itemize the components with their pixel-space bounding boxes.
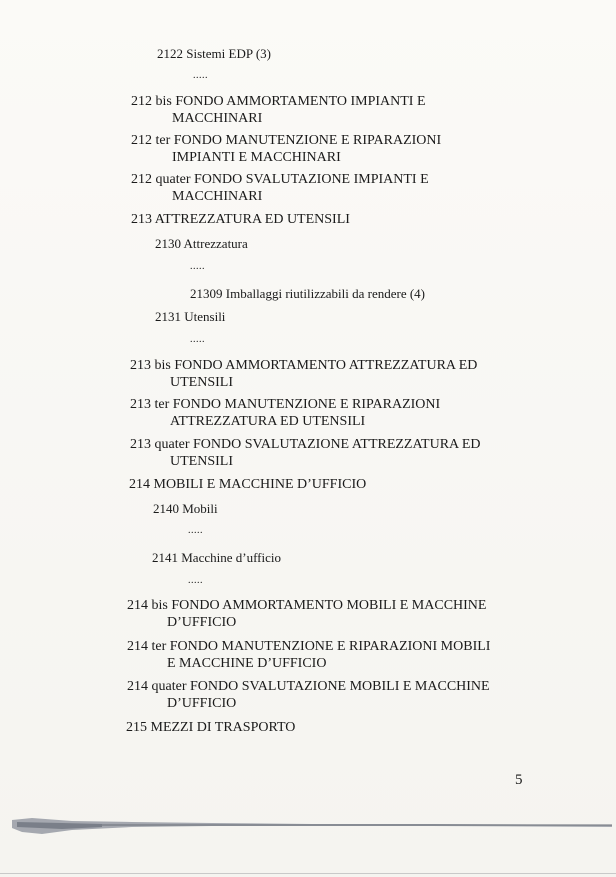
- entry-code: 2141: [152, 550, 178, 565]
- entry-215: [126, 719, 295, 736]
- entry-code: 213 ter: [130, 397, 170, 412]
- entry-code: 2131: [155, 309, 181, 324]
- entry-2130: [155, 235, 248, 252]
- entry-continuation: UTENSILI: [170, 454, 233, 469]
- entry-213-bis: [130, 357, 477, 391]
- entry-2131: [155, 308, 225, 325]
- entry-213: [131, 211, 350, 228]
- entry-text: FONDO MANUTENZIONE E RIPARAZIONI: [173, 133, 442, 148]
- entry-text: FONDO SVALUTAZIONE IMPIANTI E: [193, 172, 429, 187]
- entry-code: 213 bis: [130, 358, 171, 373]
- ellipsis: .....: [193, 70, 208, 81]
- ellipsis: .....: [190, 334, 205, 345]
- entry-text: FONDO SVALUTAZIONE ATTREZZATURA ED: [192, 437, 481, 452]
- entry-2140: [153, 500, 218, 517]
- entry-text: FONDO AMMORTAMENTO MOBILI E MACCHINE: [171, 598, 487, 613]
- entry-214-bis: [127, 597, 486, 631]
- entry-text: MOBILI E MACCHINE D’UFFICIO: [153, 477, 367, 492]
- entry-214: [129, 476, 366, 493]
- entry-code: 212 quater: [131, 172, 191, 187]
- page-bottom-edge: [0, 873, 616, 874]
- entry-text: FONDO AMMORTAMENTO ATTREZZATURA ED: [174, 358, 478, 373]
- scan-artifact: [12, 814, 612, 836]
- entry-continuation: ATTREZZATURA ED UTENSILI: [170, 414, 366, 429]
- entry-code: 213 quater: [130, 437, 190, 452]
- entry-214-quater: [127, 678, 490, 712]
- entry-text: FONDO MANUTENZIONE E RIPARAZIONI MOBILI: [169, 639, 491, 654]
- entry-212-bis: [131, 93, 426, 127]
- entry-code: 214: [129, 477, 150, 492]
- entry-text: ATTREZZATURA ED UTENSILI: [154, 212, 350, 227]
- entry-code: 2130: [155, 236, 181, 251]
- entry-text: FONDO MANUTENZIONE E RIPARAZIONI: [172, 397, 441, 412]
- entry-continuation: D’UFFICIO: [167, 696, 237, 711]
- entry-214-ter: [127, 638, 490, 672]
- ellipsis: .....: [188, 525, 203, 536]
- entry-code: 2122: [157, 46, 183, 61]
- entry-code: 2140: [153, 501, 179, 516]
- entry-text: FONDO SVALUTAZIONE MOBILI E MACCHINE: [189, 679, 490, 694]
- entry-continuation: IMPIANTI E MACCHINARI: [172, 150, 341, 165]
- entry-code: 213: [131, 212, 152, 227]
- entry-code: 212 ter: [131, 133, 171, 148]
- entry-text: Macchine d’ufficio: [181, 550, 281, 565]
- entry-continuation: E MACCHINE D’UFFICIO: [167, 656, 327, 671]
- entry-213-quater: [130, 436, 481, 470]
- entry-213-ter: [130, 396, 440, 430]
- entry-code: 214 ter: [127, 639, 167, 654]
- ellipsis: .....: [190, 261, 205, 272]
- entry-code: 212 bis: [131, 94, 172, 109]
- entry-text: Sistemi EDP (3): [186, 46, 271, 61]
- entry-2122: [157, 45, 271, 62]
- entry-2141: [152, 549, 281, 566]
- entry-code: 21309: [190, 286, 223, 301]
- entry-code: 215: [126, 720, 147, 735]
- entry-text: Utensili: [184, 309, 226, 324]
- entry-continuation: UTENSILI: [170, 375, 233, 390]
- entry-text: Attrezzatura: [183, 236, 248, 251]
- entry-code: 214 quater: [127, 679, 187, 694]
- entry-text: FONDO AMMORTAMENTO IMPIANTI E: [175, 94, 426, 109]
- entry-212-quater: [131, 171, 429, 205]
- entry-text: Mobili: [182, 501, 218, 516]
- page-number: 5: [515, 772, 523, 788]
- entry-21309: [190, 285, 425, 302]
- entry-212-ter: [131, 132, 441, 166]
- ellipsis: .....: [188, 575, 203, 586]
- entry-continuation: MACCHINARI: [172, 111, 263, 126]
- entry-text: MEZZI DI TRASPORTO: [150, 720, 296, 735]
- entry-text: Imballaggi riutilizzabili da rendere (4): [225, 286, 425, 301]
- entry-continuation: MACCHINARI: [172, 189, 263, 204]
- entry-code: 214 bis: [127, 598, 168, 613]
- entry-continuation: D’UFFICIO: [167, 615, 237, 630]
